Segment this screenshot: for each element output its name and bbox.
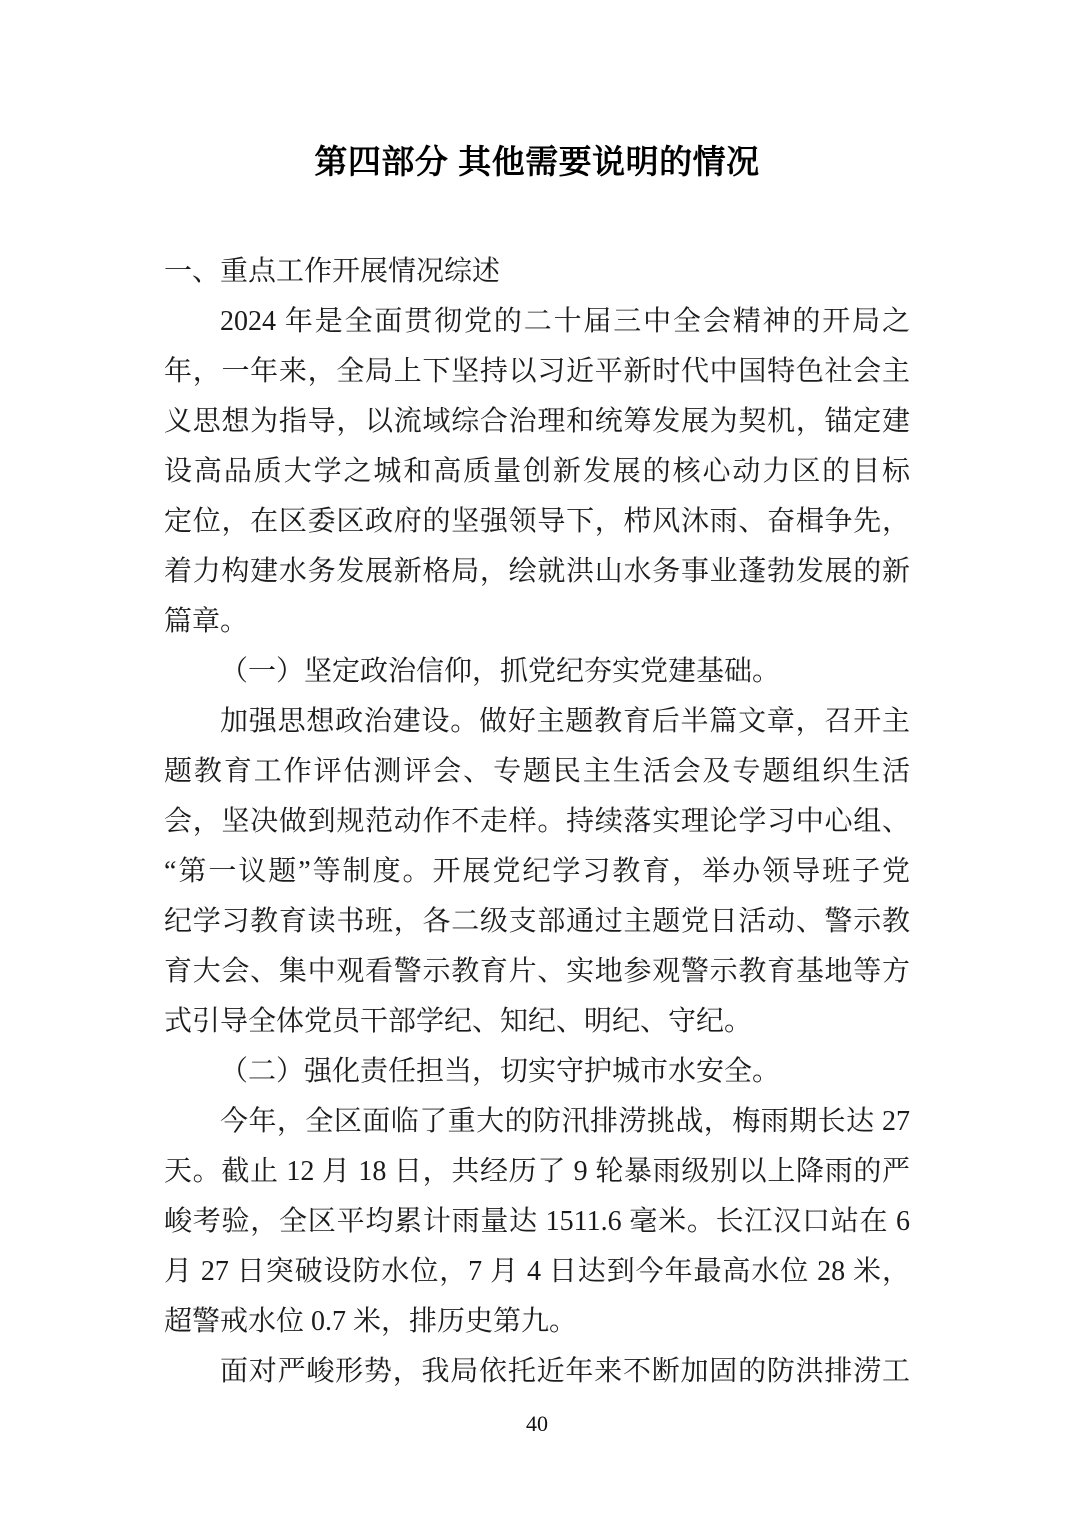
body-line: 会，坚决做到规范动作不走样。持续落实理论学习中心组、 [164,806,910,837]
body-line: 今年，全区面临了重大的防汛排涝挑战，梅雨期长达 27 [220,1106,910,1137]
document-title: 第四部分 其他需要说明的情况 [314,143,760,180]
body-line: 超警戒水位 0.7 米，排历史第九。 [164,1306,578,1337]
body-line: 月 27 日突破设防水位，7 月 4 日达到今年最高水位 28 米， [164,1256,910,1287]
body-line: 着力构建水务发展新格局，绘就洪山水务事业蓬勃发展的新 [164,556,910,587]
body-line: 加强思想政治建设。做好主题教育后半篇文章，召开主 [220,706,910,737]
body-line: 面对严峻形势，我局依托近年来不断加固的防洪排涝工 [220,1356,910,1387]
page-number: 40 [526,1411,548,1436]
body-line: 设高品质大学之城和高质量创新发展的核心动力区的目标 [164,456,910,487]
body-line: 定位，在区委区政府的坚强领导下，栉风沐雨、奋楫争先， [164,506,910,537]
body-line: 年，一年来，全局上下坚持以习近平新时代中国特色社会主 [164,356,910,387]
section-heading: 一、重点工作开展情况综述 [164,256,501,287]
body-line: “第一议题”等制度。开展党纪学习教育，举办领导班子党 [164,856,910,887]
body-line: 峻考验，全区平均累计雨量达 1511.6 毫米。长江汉口站在 6 [164,1206,910,1237]
body-line: 义思想为指导，以流域综合治理和统筹发展为契机，锚定建 [164,406,910,437]
body-line: 式引导全体党员干部学纪、知纪、明纪、守纪。 [164,1006,753,1037]
sub-heading: （二）强化责任担当，切实守护城市水安全。 [220,1056,781,1087]
body-line: 2024 年是全面贯彻党的二十届三中全会精神的开局之 [220,306,910,337]
body-line: 天。截止 12 月 18 日，共经历了 9 轮暴雨级别以上降雨的严 [164,1156,910,1187]
body-line: 育大会、集中观看警示教育片、实地参观警示教育基地等方 [164,956,910,987]
document-body [164,247,910,1397]
body-line: 题教育工作评估测评会、专题民主生活会及专题组织生活 [164,756,910,787]
body-line: 篇章。 [164,606,249,637]
body-line: 纪学习教育读书班，各二级支部通过主题党日活动、警示教 [164,906,910,937]
sub-heading: （一）坚定政治信仰，抓党纪夯实党建基础。 [220,656,781,687]
